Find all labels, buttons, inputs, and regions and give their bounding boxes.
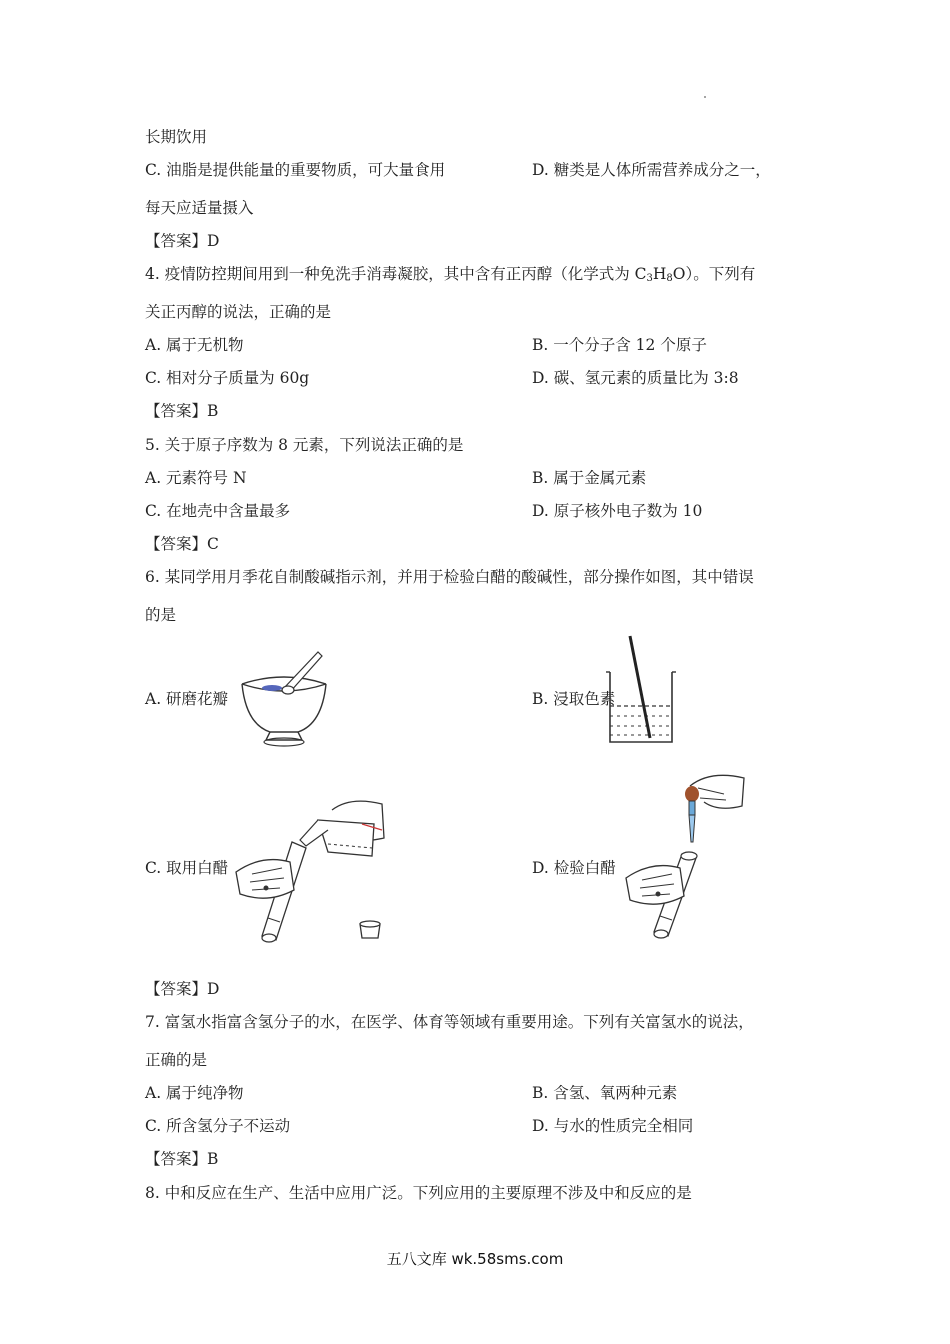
q6-stem-line2: 的是 — [145, 606, 177, 624]
q4-option-d: D. 碳、氢元素的质量比为 3:8 — [532, 369, 739, 387]
q7-option-d: D. 与水的性质完全相同 — [532, 1117, 694, 1135]
page-footer: 五八文库 wk.58sms.com — [386, 1250, 564, 1268]
q5-answer: 【答案】C — [145, 535, 219, 553]
answer-label: 答案 — [160, 402, 192, 420]
q4-stem-line2: 关正丙醇的说法，正确的是 — [145, 303, 332, 321]
mortar-pestle-figure — [236, 648, 332, 748]
q6-answer: 【答案】D — [145, 980, 220, 998]
q6-option-c: C. 取用白醋 — [145, 859, 229, 877]
q6-option-d: D. 检验白醋 — [532, 859, 616, 877]
q8-stem: 8. 中和反应在生产、生活中应用广泛。下列应用的主要原理不涉及中和反应的是 — [145, 1184, 692, 1202]
q7-stem-line2: 正确的是 — [145, 1051, 208, 1069]
q7-stem: 7. 富氢水指富含氢分子的水，在医学、体育等领域有重要用途。下列有关富氢水的说法， — [145, 1013, 754, 1031]
stray-dot — [704, 96, 706, 98]
q3-option-c: C. 油脂是提供能量的重要物质，可大量食用 — [145, 161, 446, 179]
q4-option-c: C. 相对分子质量为 60g — [145, 369, 310, 387]
answer-label: 答案 — [160, 1150, 192, 1168]
answer-label: 答案 — [160, 980, 192, 998]
q6-option-a: A. 研磨花瓣 — [145, 690, 229, 708]
q5-option-a: A. 元素符号 N — [145, 469, 247, 487]
q5-stem: 5. 关于原子序数为 8 元素，下列说法正确的是 — [145, 436, 464, 454]
q3-answer: 【答案】D — [145, 232, 220, 250]
dropper-test-figure — [620, 770, 750, 946]
q3-continuation: 长期饮用 — [145, 128, 208, 146]
q7-option-a: A. 属于纯净物 — [145, 1084, 244, 1102]
q6-stem: 6. 某同学用月季花自制酸碱指示剂，并用于检验白醋的酸碱性，部分操作如图，其中错误 — [145, 568, 754, 586]
q4-option-a: A. 属于无机物 — [145, 336, 244, 354]
q5-option-c: C. 在地壳中含量最多 — [145, 502, 291, 520]
q4-answer: 【答案】B — [145, 402, 219, 420]
q3-option-d: D. 糖类是人体所需营养成分之一， — [532, 161, 771, 179]
q3-option-d-continuation: 每天应适量摄入 — [145, 199, 254, 217]
q5-option-b: B. 属于金属元素 — [532, 469, 647, 487]
q7-answer: 【答案】B — [145, 1150, 219, 1168]
q4-option-b: B. 一个分子含 12 个原子 — [532, 336, 707, 354]
q5-option-d: D. 原子核外电子数为 10 — [532, 502, 703, 520]
q4-stem: 4. 疫情防控期间用到一种免洗手消毒凝胶，其中含有正丙醇（化学式为 $C_3H_8O$）。下列有 — [145, 265, 756, 284]
q7-option-b: B. 含氢、氧两种元素 — [532, 1084, 678, 1102]
q6-option-b: B. 浸取色素 — [532, 690, 616, 708]
beaker-figure — [600, 634, 684, 746]
pour-vinegar-figure — [232, 790, 392, 950]
answer-label: 答案 — [160, 535, 192, 553]
q7-option-c: C. 所含氢分子不运动 — [145, 1117, 291, 1135]
answer-label: 答案 — [160, 232, 192, 250]
